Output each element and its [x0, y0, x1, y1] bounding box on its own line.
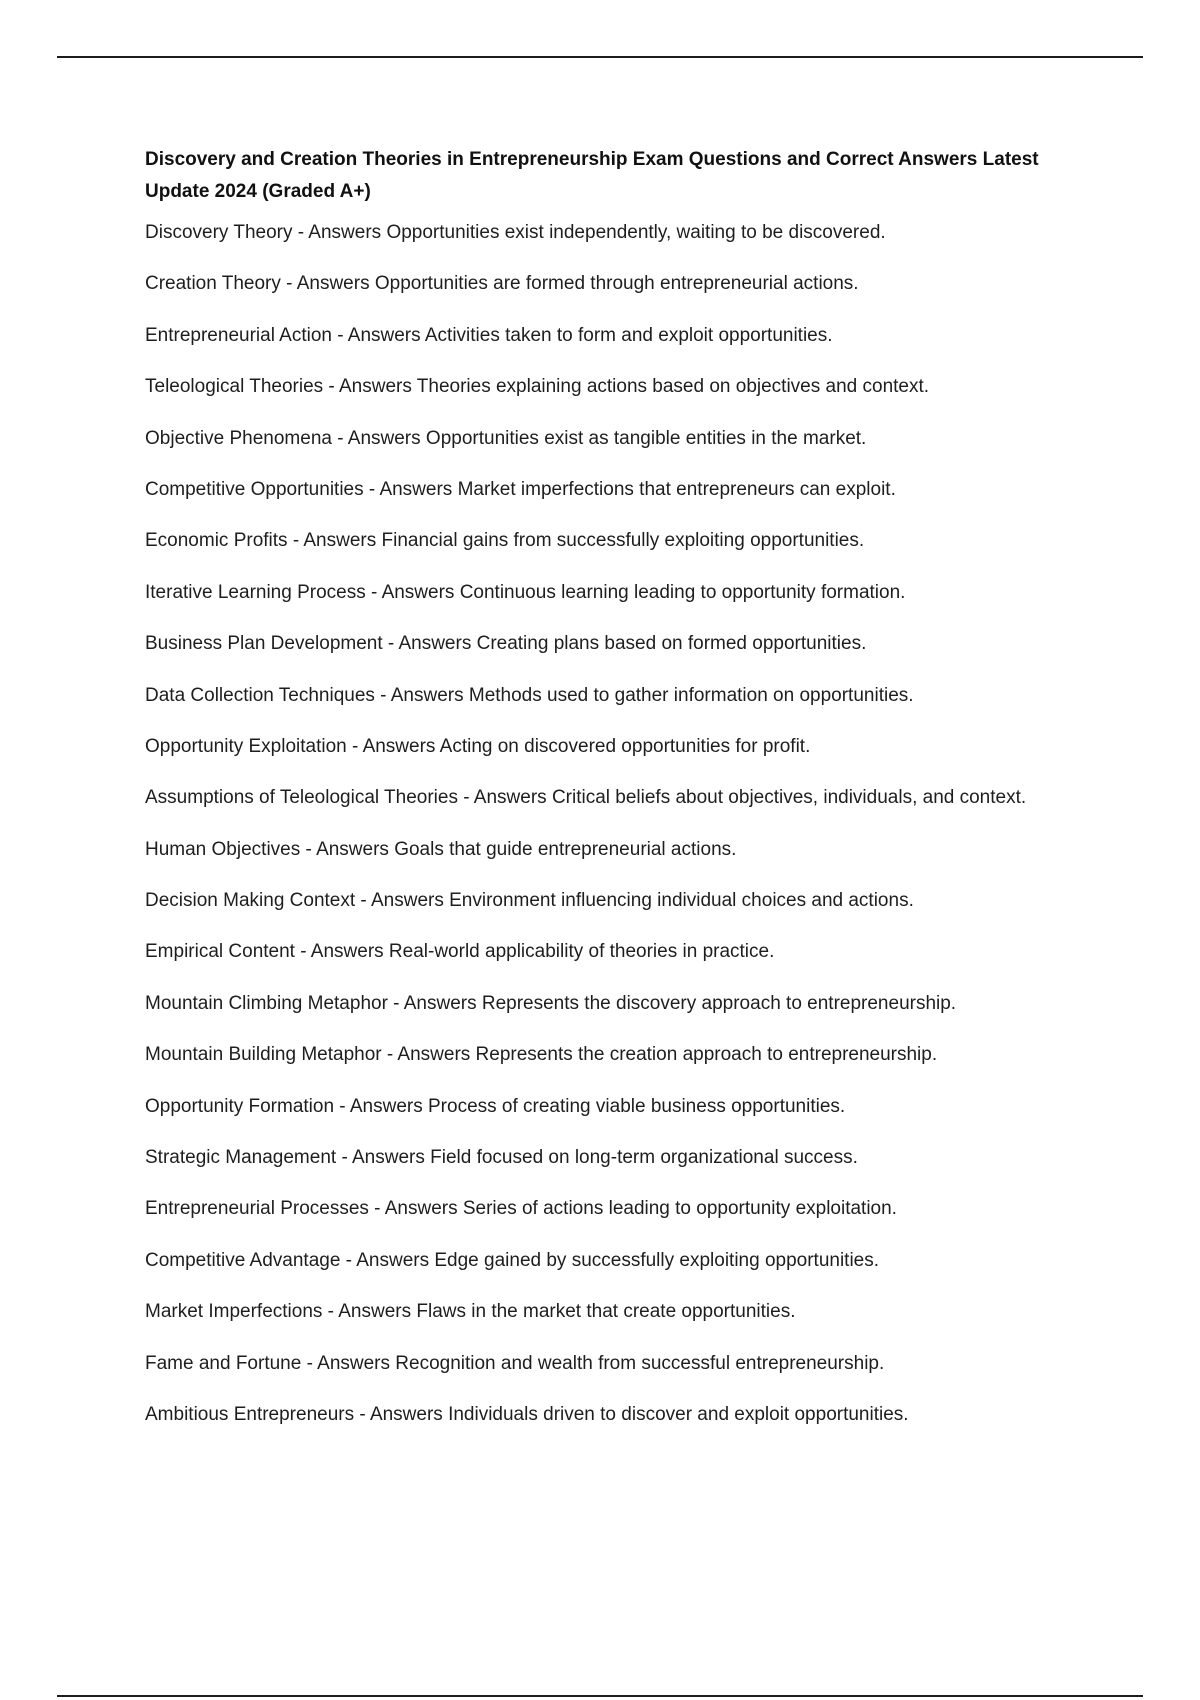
qa-item: Objective Phenomena - Answers Opportunities exist as tangible entities in the market. — [145, 427, 867, 449]
header-rule — [57, 56, 1143, 58]
qa-item: Fame and Fortune - Answers Recognition and wealth from successful entrepreneurship. — [145, 1352, 885, 1374]
qa-item: Opportunity Exploitation - Answers Acting on discovered opportunities for profit. — [145, 735, 811, 757]
qa-item: Data Collection Techniques - Answers Methods used to gather information on opportunities. — [145, 684, 914, 706]
qa-item: Iterative Learning Process - Answers Continuous learning leading to opportunity formation. — [145, 581, 906, 603]
qa-item: Decision Making Context - Answers Environment influencing individual choices and actions. — [145, 890, 914, 912]
qa-item: Human Objectives - Answers Goals that guide entrepreneurial actions. — [145, 838, 737, 860]
document-title: Discovery and Creation Theories in Entrepreneurship Exam Questions and Correct Answers Latest Update 2024 (Graded A+) — [145, 149, 1039, 202]
qa-item: Economic Profits - Answers Financial gains from successfully exploiting opportunities. — [145, 530, 865, 552]
qa-item: Entrepreneurial Action - Answers Activities taken to form and exploit opportunities. — [145, 324, 833, 346]
qa-item: Discovery Theory - Answers Opportunities exist independently, waiting to be discovered. — [145, 222, 886, 243]
qa-item: Empirical Content - Answers Real-world applicability of theories in practice. — [145, 941, 775, 963]
qa-item: Business Plan Development - Answers Creating plans based on formed opportunities. — [145, 633, 867, 655]
qa-item: Competitive Advantage - Answers Edge gained by successfully exploiting opportunities. — [145, 1249, 880, 1271]
document-body — [145, 144, 1105, 1454]
qa-item: Mountain Climbing Metaphor - Answers Represents the discovery approach to entrepreneurship. — [145, 992, 957, 1014]
qa-item: Entrepreneurial Processes - Answers Series of actions leading to opportunity exploitation. — [145, 1198, 897, 1220]
qa-item: Teleological Theories - Answers Theories explaining actions based on objectives and context. — [145, 376, 930, 398]
qa-item: Ambitious Entrepreneurs - Answers Individuals driven to discover and exploit opportunities. — [145, 1403, 909, 1425]
qa-item: Assumptions of Teleological Theories - Answers Critical beliefs about objectives, individuals, and context. — [145, 787, 1027, 809]
qa-item: Strategic Management - Answers Field focused on long-term organizational success. — [145, 1147, 858, 1169]
qa-item: Mountain Building Metaphor - Answers Represents the creation approach to entrepreneurship. — [145, 1044, 938, 1066]
qa-list — [145, 221, 1105, 1427]
qa-item: Market Imperfections - Answers Flaws in the market that create opportunities. — [145, 1301, 796, 1323]
footer-rule — [57, 1695, 1143, 1697]
qa-item: Creation Theory - Answers Opportunities are formed through entrepreneurial actions. — [145, 273, 859, 295]
qa-item: Opportunity Formation - Answers Process of creating viable business opportunities. — [145, 1095, 846, 1117]
qa-item: Competitive Opportunities - Answers Market imperfections that entrepreneurs can exploit. — [145, 478, 896, 500]
